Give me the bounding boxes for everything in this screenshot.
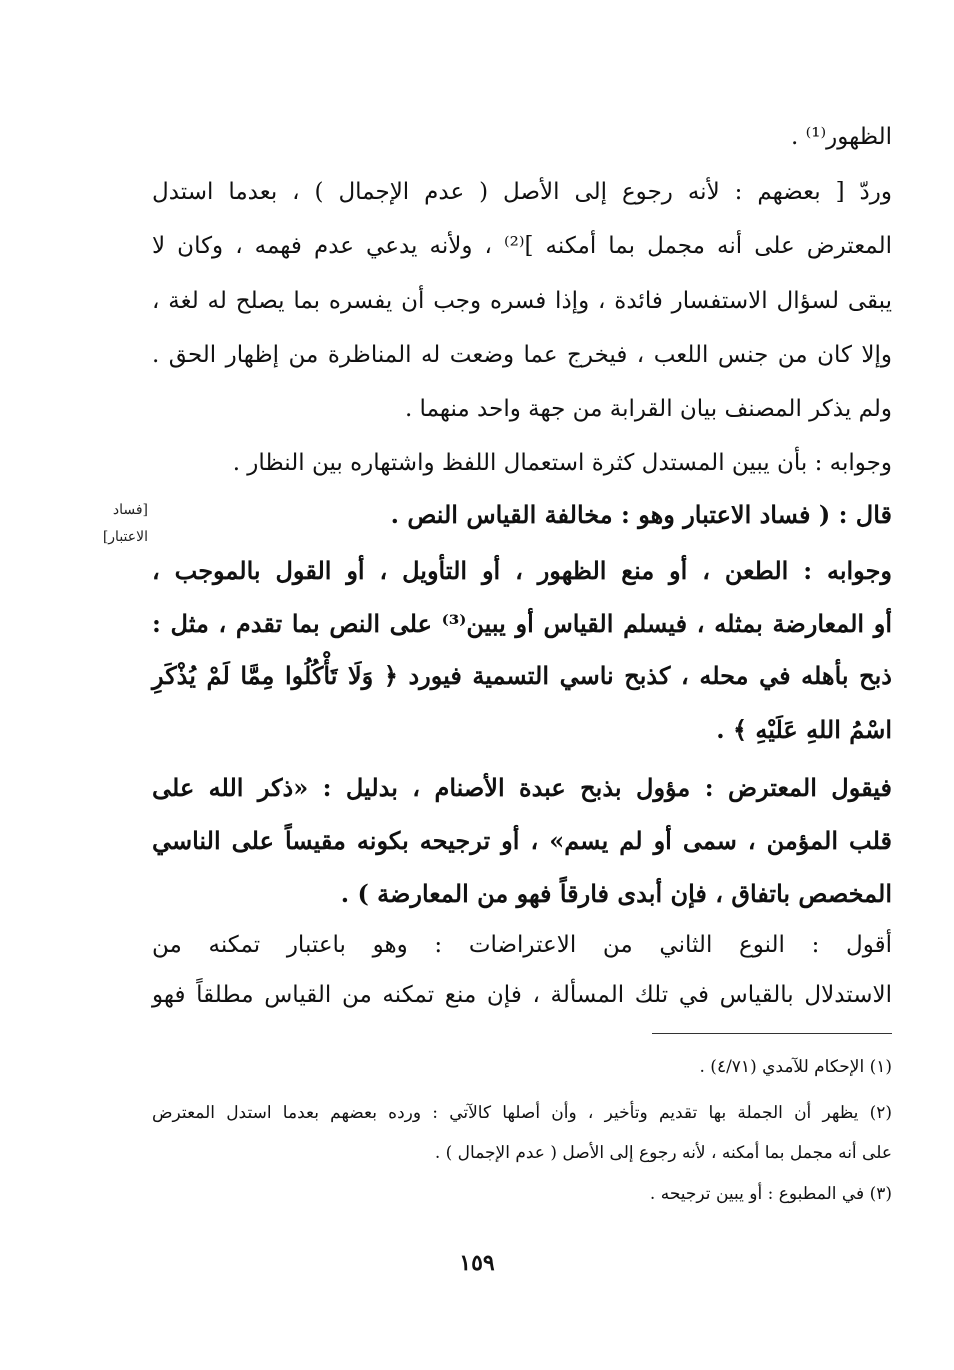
- footnote-2-continued: على أنه مجمل بما أمكنه ، لأنه رجوع إلى الأصل ( عدم الإجمال ) .: [434, 1143, 892, 1163]
- text-line-10: أو المعارضة بمثله ، فيسلم القياس أو يبين⁽³⁾ على النص بما تقدم ، مثل :: [152, 609, 892, 638]
- margin-note-line-1: [فساد: [112, 502, 148, 518]
- text-line-2: وردّ [ بعضهم : لأنه رجوع إلى الأصل ( عدم الإجمال ) ، بعدما استدل: [152, 179, 892, 205]
- text-line-14: قلب المؤمن ، سمى أو لم يسم» ، أو ترجيحه بكونه مقيساً على الناسي: [152, 826, 892, 855]
- text-line-9: وجوابه : الطعن ، أو منع الظهور ، أو التأويل ، أو القول بالموجب ،: [152, 556, 892, 585]
- footnote-3: (٣) في المطبوع : أو يبين ترجيحه .: [649, 1184, 892, 1204]
- text-line-12: اسْمُ اللهِ عَلَيْهِ ﴾ .: [716, 715, 892, 744]
- text-line-3: المعترض على أنه مجمل بما أمكنه ]⁽²⁾ ، ولأنه يدعي عدم فهمه ، وكان لا: [152, 233, 892, 259]
- page-number: ١٥٩: [459, 1250, 495, 1276]
- text-line-1: الظهور⁽¹⁾ .: [790, 124, 892, 150]
- text-line-17: الاستدلال بالقياس في تلك المسألة ، فإن منع تمكنه من القياس مطلقاً فهو: [152, 982, 892, 1008]
- text-line-11: ذبح بأهله في محله ، كذبح ناسي التسمية فيورد ﴿ وَلَا تَأْكُلُوا مِمَّا لَمْ يُذْكَرِ: [152, 661, 892, 690]
- text-line-6: ولم يذكر المصنف بيان القرابة من جهة واحد منهما .: [404, 396, 892, 422]
- footnote-2: (٢) يظهر أن الجملة بها تقديم وتأخير ، وأن أصلها كالآتي : ورده بعضهم بعدما استدل المعترض: [152, 1103, 892, 1123]
- margin-note-line-2: الاعتبار]: [102, 529, 148, 545]
- text-line-16: أقول : النوع الثاني من الاعتراضات : وهو باعتبار تمكنه من: [152, 932, 892, 958]
- text-line-15: المخصص باتفاق ، فإن أبدى فارقاً فهو من المعارضة ) .: [340, 879, 892, 908]
- text-line-13: فيقول المعترض : مؤول بذبح عبدة الأصنام ، بدليل : «ذكر الله على: [152, 773, 892, 802]
- footnote-1: (١) الإحكام للآمدي (٤/٧١) .: [699, 1057, 892, 1077]
- text-line-8: قال : ( فساد الاعتبار وهو : مخالفة القياس النص .: [390, 500, 892, 529]
- text-line-7: وجوابه : بأن يبين المستدل كثرة استعمال اللفظ واشتهاره بين النظار .: [232, 450, 892, 476]
- text-line-5: وإلا كان من جنس اللعب ، فيخرج عما وضعت له المناظرة من إظهار الحق .: [152, 342, 892, 368]
- text-line-4: يبقى لسؤال الاستفسار فائدة ، وإذا فسره وجب أن يفسره بما يصلح له لغة ،: [152, 288, 892, 314]
- footnote-separator: [652, 1033, 892, 1034]
